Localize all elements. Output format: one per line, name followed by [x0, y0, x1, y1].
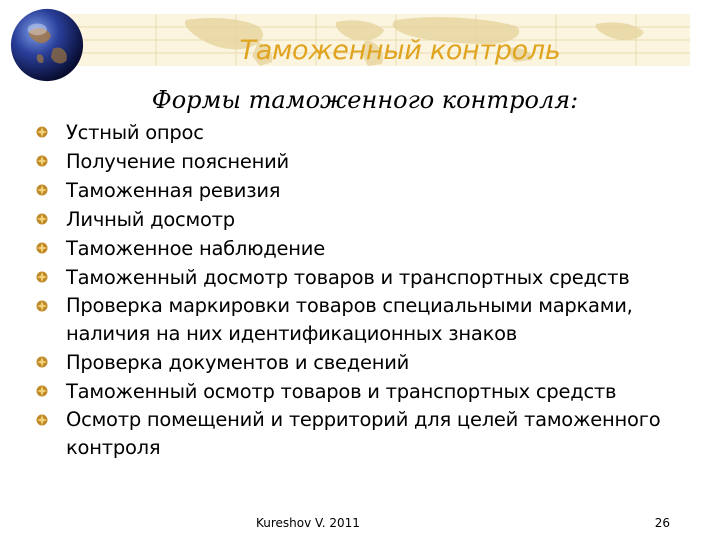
bullet-icon — [36, 414, 48, 426]
list-item — [34, 205, 704, 234]
bullet-icon — [36, 126, 48, 138]
list-item — [34, 348, 704, 377]
slide-subtitle: Формы таможенного контроля: — [151, 86, 579, 114]
list-item — [34, 147, 704, 176]
list-item — [34, 292, 704, 348]
list-item-text: Получение пояснений — [66, 150, 289, 173]
bullet-icon — [36, 385, 48, 397]
list-item-text: Устный опрос — [66, 121, 204, 144]
list-item-text: Личный досмотр — [66, 208, 235, 231]
list-item — [34, 377, 704, 406]
list-item-text: Проверка маркировки товаров специальными марками, наличия на них идентификационных знаков — [66, 294, 633, 345]
list-item — [34, 406, 704, 462]
list-item — [34, 176, 704, 205]
slide-title: Таможенный контроль — [239, 35, 561, 66]
list-item-text: Таможенный осмотр товаров и транспортных средств — [66, 380, 617, 403]
bullet-icon — [36, 356, 48, 368]
list-item-text: Таможенное наблюдение — [66, 237, 325, 260]
list-item-text: Проверка документов и сведений — [66, 351, 410, 374]
list-item — [34, 118, 704, 147]
page-number: 26 — [654, 516, 670, 530]
list-item — [34, 263, 704, 292]
bullet-icon — [36, 155, 48, 167]
bullet-icon — [36, 184, 48, 196]
list-item-text: Таможенная ревизия — [66, 179, 281, 202]
list-item-text: Таможенный досмотр товаров и транспортных средств — [66, 266, 630, 289]
list-item — [34, 234, 704, 263]
footer-author: Kureshov V. 2011 — [256, 516, 360, 530]
bullet-icon — [36, 271, 48, 283]
bullet-list — [34, 118, 704, 462]
bullet-icon — [36, 300, 48, 312]
bullet-icon — [36, 213, 48, 225]
bullet-icon — [36, 242, 48, 254]
list-item-text: Осмотр помещений и территорий для целей таможенного контроля — [66, 408, 661, 459]
globe-icon — [8, 6, 86, 84]
